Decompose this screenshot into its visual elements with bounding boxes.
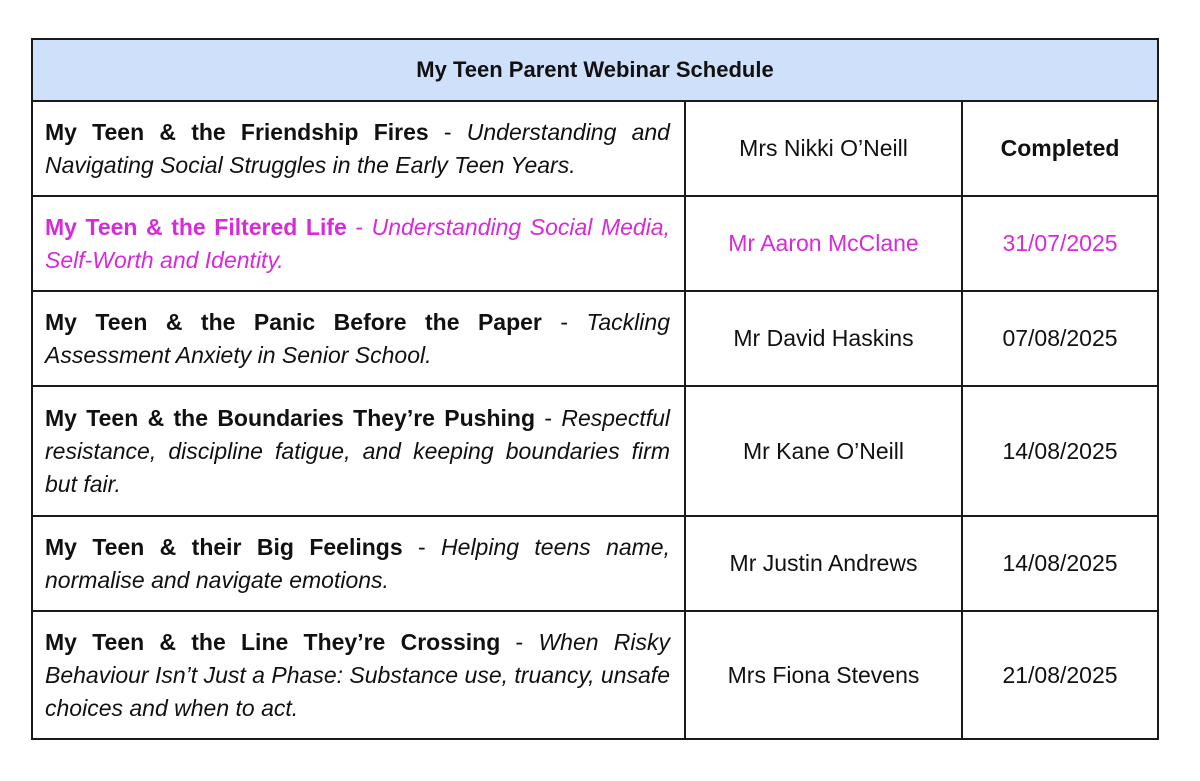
- presenter-cell: Mr Kane O’Neill: [685, 386, 962, 516]
- table-row: [32, 516, 1158, 611]
- date-cell: 14/08/2025: [962, 516, 1158, 611]
- table-row: [32, 386, 1158, 516]
- presenter-cell: Mrs Nikki O’Neill: [685, 101, 962, 196]
- table-header-row: [32, 39, 1158, 101]
- topic-cell: [32, 291, 685, 386]
- topic-description: Tackling Assessment Anxiety in Senior School.: [45, 308, 670, 368]
- table-row: [32, 291, 1158, 386]
- table-row-highlighted: [32, 196, 1158, 291]
- presenter-cell: Mrs Fiona Stevens: [685, 611, 962, 739]
- topic-separator: -: [541, 308, 587, 335]
- topic-cell: [32, 196, 685, 291]
- webinar-schedule-table: [31, 38, 1159, 740]
- date-cell: 14/08/2025: [962, 386, 1158, 516]
- status-cell: Completed: [962, 101, 1158, 196]
- topic-description: Respectful resistance, discipline fatigue, and keeping boundaries firm but fair.: [45, 404, 670, 497]
- presenter-cell: Mr Justin Andrews: [685, 516, 962, 611]
- topic-cell: [32, 611, 685, 739]
- topic-description: When Risky Behaviour Isn’t Just a Phase: Substance use, truancy, unsafe choices and when to act.: [45, 628, 670, 721]
- date-cell: 31/07/2025: [962, 196, 1158, 291]
- date-cell: 21/08/2025: [962, 611, 1158, 739]
- table-row: [32, 611, 1158, 739]
- topic-separator: -: [500, 628, 539, 655]
- topic-title: My Teen & the Boundaries They’re Pushing: [45, 404, 536, 431]
- topic-cell: [32, 516, 685, 611]
- topic-description: Helping teens name, normalise and navigate emotions.: [45, 533, 670, 593]
- topic-separator: -: [346, 213, 372, 240]
- date-cell: 07/08/2025: [962, 291, 1158, 386]
- topic-title: My Teen & their Big Feelings: [45, 533, 403, 560]
- topic-title: My Teen & the Line They’re Crossing: [45, 628, 501, 655]
- table-title: My Teen Parent Webinar Schedule: [32, 39, 1158, 101]
- presenter-cell: Mr Aaron McClane: [685, 196, 962, 291]
- topic-separator: -: [428, 118, 467, 145]
- topic-title: My Teen & the Filtered Life: [45, 213, 347, 240]
- table-row: [32, 101, 1158, 196]
- topic-description: Understanding Social Media, Self-Worth and Identity.: [45, 213, 670, 273]
- topic-description: Understanding and Navigating Social Struggles in the Early Teen Years.: [45, 118, 670, 178]
- topic-separator: -: [535, 404, 562, 431]
- topic-cell: [32, 101, 685, 196]
- topic-cell: [32, 386, 685, 516]
- topic-title: My Teen & the Panic Before the Paper: [45, 308, 542, 335]
- topic-separator: -: [402, 533, 442, 560]
- presenter-cell: Mr David Haskins: [685, 291, 962, 386]
- topic-title: My Teen & the Friendship Fires: [45, 118, 429, 145]
